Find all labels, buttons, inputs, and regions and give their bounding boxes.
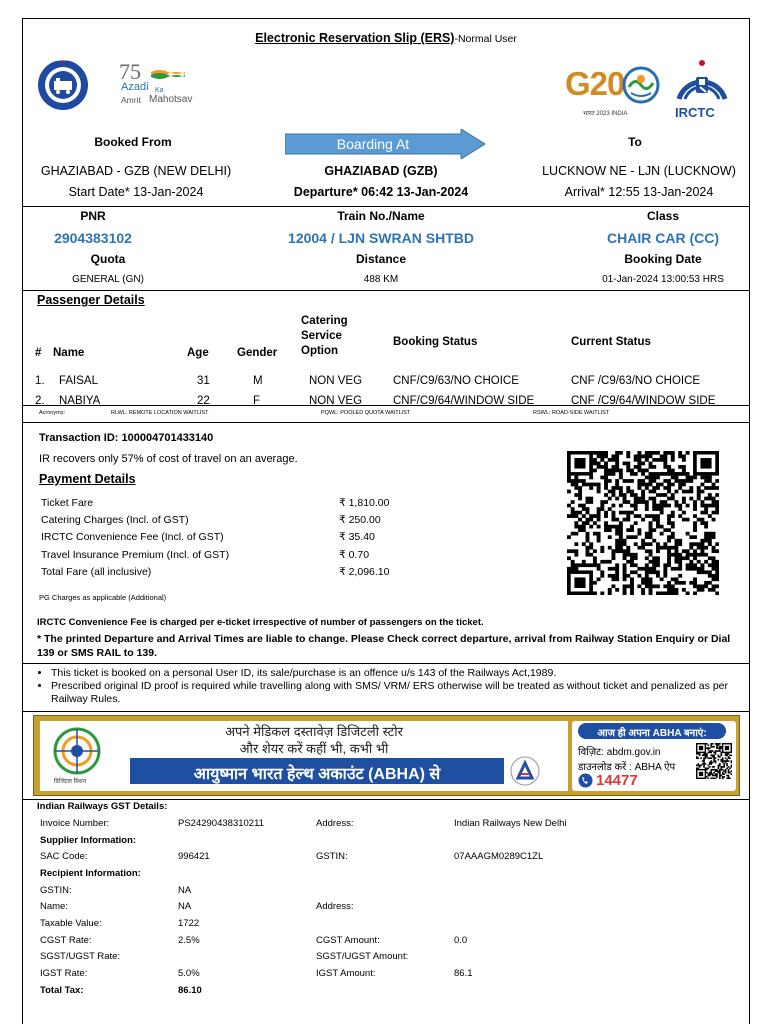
gst-row <box>40 865 640 882</box>
gst-title: Indian Railways GST Details: <box>37 801 168 812</box>
pg-charges-note: PG Charges as applicable (Additional) <box>39 593 167 602</box>
pax-gender: F <box>253 395 261 407</box>
gst-row <box>40 982 640 999</box>
divider <box>23 711 749 712</box>
gst-igst-amount-value: 86.1 <box>454 968 473 980</box>
payment-label: Total Fare (all inclusive) <box>41 566 152 579</box>
payment-label: Travel Insurance Premium (Incl. of GST) <box>41 548 230 561</box>
gst-row <box>40 932 640 949</box>
abha-arrow-logo <box>510 756 540 786</box>
gst-invoice-label: Invoice Number: <box>40 817 110 829</box>
acronym-pqwl: PQWL: POOLED QUOTA WAITLIST <box>321 410 411 416</box>
payment-value: ₹ 250.00 <box>339 514 381 527</box>
payment-label: Catering Charges (Incl. of GST) <box>41 514 189 527</box>
azadi-line2: Amrit <box>121 95 141 105</box>
boarding-arrow <box>285 129 485 159</box>
divider <box>23 663 749 664</box>
gst-cgst-amount-label: CGST Amount: <box>316 934 380 946</box>
distance-value: 488 KM <box>363 274 399 285</box>
to-label: To <box>628 135 642 149</box>
abha-cta-title-bg <box>578 723 726 739</box>
start-date: Start Date* 13-Jan-2024 <box>68 185 204 199</box>
gst-row <box>40 949 640 966</box>
banner-line1: अपने मेडिकल दस्तावेज़ डिजिटली स्टोर <box>225 724 403 739</box>
col-current-status: Current Status <box>571 336 651 348</box>
gst-gstin-value: 07AAAGM0289C1ZL <box>454 851 544 863</box>
payment-row <box>41 494 441 511</box>
pax-catering: NON VEG <box>309 395 363 407</box>
col-booking-status: Booking Status <box>393 336 478 348</box>
payment-value: ₹ 1,810.00 <box>339 496 390 509</box>
gst-invoice-value: PS24290438310211 <box>178 817 264 829</box>
passenger-row <box>35 387 735 407</box>
pax-current-status: CNF /C9/63/NO CHOICE <box>571 375 701 387</box>
gst-r-address-label: Address: <box>316 901 354 913</box>
gst-row <box>40 815 640 832</box>
g20-text: G20 <box>565 65 625 102</box>
to-station: LUCKNOW NE - LJN (LUCKNOW) <box>542 164 736 178</box>
gst-row <box>40 898 640 915</box>
ers-ticket <box>22 18 750 1024</box>
gst-total-tax-label: Total Tax: <box>40 984 84 996</box>
gst-row <box>40 965 640 982</box>
departure-time: Departure* 06:42 13-Jan-2024 <box>293 185 469 199</box>
arrival-time: Arrival* 12:55 13-Jan-2024 <box>564 185 714 199</box>
divider <box>23 206 749 207</box>
divider <box>23 422 749 423</box>
boarding-station: GHAZIABAD (GZB) <box>324 164 438 178</box>
gst-address-value: Indian Railways New Delhi <box>454 817 567 829</box>
payment-table <box>41 494 441 581</box>
azadi-ka: Ka <box>155 87 164 94</box>
pax-booking-status: CNF/C9/63/NO CHOICE <box>393 375 519 387</box>
gst-sac-label: SAC Code: <box>40 851 88 863</box>
col-catering-2: Service <box>301 330 342 342</box>
azadi-75: 75 <box>119 59 141 84</box>
gst-cgst-rate-value: 2.5% <box>178 934 200 946</box>
gst-igst-rate-value: 5.0% <box>178 968 200 980</box>
azadi-line1: Azadi <box>121 81 149 93</box>
banner-main-strip <box>130 758 504 784</box>
pax-current-status: CNF /C9/64/WINDOW SIDE <box>571 395 716 407</box>
gst-row <box>40 915 640 932</box>
pax-catering: NON VEG <box>309 375 363 387</box>
irctc-text: IRCTC <box>675 105 715 120</box>
gst-r-gstin-value: NA <box>178 884 192 896</box>
phone-icon <box>578 773 593 788</box>
flag-icon <box>151 67 185 79</box>
payment-row <box>41 546 441 563</box>
abha-cta-panel <box>572 721 736 791</box>
pax-age: 31 <box>197 375 210 387</box>
gst-taxable-label: Taxable Value: <box>40 917 102 929</box>
col-catering-1: Catering <box>301 315 348 327</box>
abha-visit: विज़िट: abdm.gov.in <box>578 747 661 758</box>
abha-download: डाउनलोड करें : ABHA ऐप <box>578 762 676 773</box>
abha-qr-code <box>696 743 732 779</box>
pnr-label: PNR <box>80 209 106 223</box>
payment-label: Ticket Fare <box>41 496 94 509</box>
ir-logo-text: INDIAN RAILWAYS <box>37 57 72 62</box>
from-station: GHAZIABAD - GZB (NEW DELHI) <box>40 164 232 178</box>
passenger-table <box>35 313 735 407</box>
gst-sac-value: 996421 <box>178 851 210 863</box>
payment-row <box>41 511 441 528</box>
quota-value: GENERAL (GN) <box>72 274 144 285</box>
irctc-logo <box>671 59 733 123</box>
pax-booking-status: CNF/C9/64/WINDOW SIDE <box>393 395 535 407</box>
booked-from-label: Booked From <box>94 135 172 149</box>
gst-row <box>40 882 640 899</box>
gst-total-tax-value: 86.10 <box>178 984 202 996</box>
gst-r-gstin-label: GSTIN: <box>40 884 72 896</box>
gst-table <box>40 815 640 999</box>
gst-supplier-title: Supplier Information: <box>40 834 137 846</box>
acronym-rlwl: RLWL: REMOTE LOCATION WAITLIST <box>111 410 209 416</box>
payment-row <box>41 564 441 581</box>
payment-value: ₹ 35.40 <box>339 531 375 544</box>
distance-label: Distance <box>355 252 407 266</box>
gst-row <box>40 848 640 865</box>
col-age: Age <box>187 347 209 359</box>
payment-label: IRCTC Convenience Fee (Incl. of GST) <box>41 531 224 544</box>
col-gender: Gender <box>237 347 278 359</box>
pax-gender: M <box>253 375 263 387</box>
col-catering <box>301 313 393 359</box>
abha-phone[interactable]: 14477 <box>596 772 638 789</box>
gst-recipient-title: Recipient Information: <box>40 867 141 879</box>
azadi-line3: Mahotsav <box>149 94 193 105</box>
col-catering-3: Option <box>301 345 339 357</box>
col-num: # <box>35 347 42 359</box>
terms-list <box>51 667 745 706</box>
gst-igst-amount-label: IGST Amount: <box>316 968 376 980</box>
col-name: Name <box>53 347 85 359</box>
pax-name: NABIYA <box>59 395 101 407</box>
acronyms-label: Acronyms: <box>39 410 65 416</box>
abha-banner[interactable] <box>33 715 740 796</box>
indian-railways-logo <box>37 59 89 111</box>
class-value: CHAIR CAR (CC) <box>607 230 719 246</box>
payment-row <box>41 529 441 546</box>
banner-main-text: आयुष्मान भारत हेल्थ अकाउंट (ABHA) से <box>193 766 441 783</box>
transaction-id: Transaction ID: 100004701433140 <box>39 432 214 444</box>
irctc-emblem-icon <box>671 59 733 105</box>
pnr-value: 2904383102 <box>54 230 132 246</box>
ndhm-logo <box>48 725 106 787</box>
boarding-at-label: Boarding At <box>336 136 410 152</box>
divider <box>23 405 749 406</box>
convenience-fee-note: IRCTC Convenience Fee is charged per e-ticket irrespective of number of passengers on the ticket. <box>37 617 484 628</box>
class-label: Class <box>646 209 680 223</box>
passenger-details-title: Passenger Details <box>37 293 145 307</box>
pax-age: 22 <box>197 395 210 407</box>
gst-gstin-label: GSTIN: <box>316 851 348 863</box>
ir-recovery-note: IR recovers only 57% of cost of travel on an average. <box>39 453 298 465</box>
ers-header <box>23 31 749 45</box>
passenger-header-row <box>35 313 735 359</box>
g20-tag: भारत 2023 INDIA <box>583 111 628 117</box>
g20-globe-icon <box>621 65 661 110</box>
terms-item: • This ticket is booked on a personal User ID, its sale/purchase is an offence u/s 143 of the Railways Act,1989. <box>51 667 745 680</box>
passenger-row <box>35 359 735 387</box>
train-label: Train No./Name <box>337 209 425 223</box>
gst-taxable-value: 1722 <box>178 917 200 929</box>
gst-cgst-amount-value: 0.0 <box>454 934 468 946</box>
pax-name: FAISAL <box>59 375 98 387</box>
azadi-ka-amrit-mahotsav-logo <box>117 61 197 111</box>
gst-name-value: NA <box>178 901 192 913</box>
payment-details-title: Payment Details <box>39 472 136 486</box>
banner-line2: और शेयर करें कहीं भी, कभी भी <box>239 741 389 756</box>
booking-date-label: Booking Date <box>624 252 702 266</box>
terms-item: • Prescribed original ID proof is required while travelling along with SMS/ VRM/ ERS otherwise will be treated as without ticket and penalized as per Railway Rules. <box>51 680 745 706</box>
abha-cta-title: आज ही अपना ABHA बनाएं: <box>597 728 707 739</box>
timing-note: * The printed Departure and Arrival Times are liable to change. Please Check correct departure, arrival from Railway Station Enquiry or Dial 139 or SMS RAIL to 139. <box>37 633 731 659</box>
gst-sgst-rate-label: SGST/UGST Rate: <box>40 951 121 963</box>
payment-value: ₹ 2,096.10 <box>339 566 390 579</box>
gst-sgst-amount-label: SGST/UGST Amount: <box>316 951 409 963</box>
gst-address-label: Address: <box>316 817 354 829</box>
gst-name-label: Name: <box>40 901 68 913</box>
divider <box>23 799 749 800</box>
booking-date-value: 01-Jan-2024 13:00:53 HRS <box>602 274 724 285</box>
ndhm-logo-label: डिजिटल मिशन <box>54 779 87 785</box>
gst-igst-rate-label: IGST Rate: <box>40 968 88 980</box>
pax-num: 2. <box>35 395 45 407</box>
ers-subtitle: -Normal User <box>454 33 517 45</box>
payment-value: ₹ 0.70 <box>339 548 370 561</box>
gst-cgst-rate-label: CGST Rate: <box>40 934 92 946</box>
ers-title: Electronic Reservation Slip (ERS) <box>255 31 455 45</box>
ticket-qr-code <box>567 451 719 595</box>
divider <box>23 290 749 291</box>
quota-label: Quota <box>90 252 126 266</box>
pax-num: 1. <box>35 375 45 387</box>
acronym-rswl: RSWL: ROAD-SIDE WAITLIST <box>533 410 610 416</box>
gst-row <box>40 832 640 849</box>
train-value: 12004 / LJN SWRAN SHTBD <box>288 230 474 246</box>
g20-logo <box>565 65 661 121</box>
